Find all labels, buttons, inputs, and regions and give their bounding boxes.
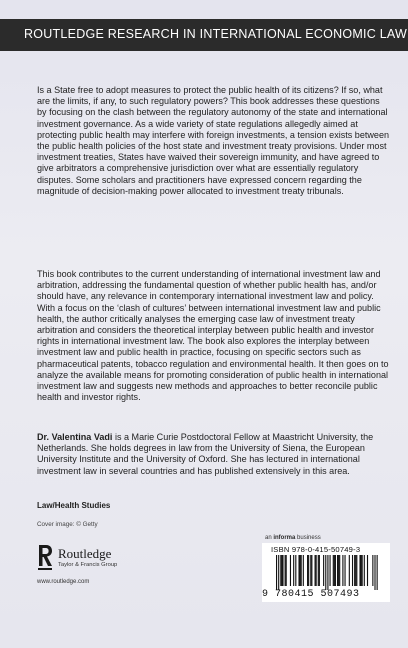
barcode-bar bbox=[300, 555, 301, 586]
barcode-bar bbox=[354, 555, 355, 586]
barcode-bar bbox=[298, 555, 299, 586]
barcode-bar bbox=[327, 555, 328, 590]
barcode-bar bbox=[301, 555, 302, 586]
publisher-url: www.routledge.com bbox=[37, 579, 90, 585]
barcode-bar bbox=[308, 555, 309, 586]
barcode-bar bbox=[280, 555, 281, 586]
barcode-bar bbox=[352, 555, 353, 586]
barcode-bar bbox=[295, 555, 296, 586]
routledge-r-icon bbox=[37, 544, 53, 571]
barcode-bar bbox=[374, 555, 375, 590]
barcode-bar bbox=[318, 555, 319, 586]
barcode-bar bbox=[323, 555, 324, 586]
barcode-bar bbox=[281, 555, 282, 586]
informa-brand: informa bbox=[273, 535, 296, 541]
barcode-bar bbox=[361, 555, 362, 586]
barcode-bar bbox=[372, 555, 373, 586]
subject-category: Law/Health Studies bbox=[37, 501, 111, 510]
barcode-bar bbox=[325, 555, 326, 590]
barcode-bar bbox=[362, 555, 363, 586]
isbn-label: ISBN 978-0-415-50749-3 bbox=[271, 545, 361, 554]
barcode-bar bbox=[337, 555, 338, 586]
barcode-bar bbox=[355, 555, 356, 586]
author-name: Dr. Valentina Vadi bbox=[37, 432, 113, 442]
barcode-bar bbox=[290, 555, 291, 586]
barcode-bar bbox=[316, 555, 317, 586]
informa-business-line: an informa business bbox=[265, 535, 321, 541]
barcode-bar bbox=[286, 555, 287, 586]
barcode-bar bbox=[338, 555, 339, 586]
barcode-bar bbox=[310, 555, 311, 586]
barcode-bar bbox=[319, 555, 320, 586]
publisher-name: Routledge bbox=[58, 546, 112, 561]
barcode-bar bbox=[377, 555, 378, 590]
barcode-bar bbox=[303, 555, 304, 586]
barcode-bar bbox=[330, 555, 331, 586]
barcode-bar bbox=[356, 555, 357, 586]
barcode-bar bbox=[285, 555, 286, 586]
barcode-bar bbox=[278, 555, 279, 590]
barcode-icon bbox=[264, 555, 388, 590]
barcode-bar bbox=[349, 555, 350, 586]
barcode-bar bbox=[364, 555, 365, 586]
barcode-bar bbox=[315, 555, 316, 586]
barcode-bar bbox=[335, 555, 336, 586]
barcode-bar bbox=[339, 555, 340, 586]
barcode-bar bbox=[367, 555, 368, 586]
barcode-bar bbox=[307, 555, 308, 586]
barcode-digits: 9 780415 507493 bbox=[262, 589, 360, 600]
barcode-bar bbox=[342, 555, 343, 586]
author-bio-text: is a Marie Curie Postdoctoral Fellow at Maastricht University, the Netherlands. She holds degrees in law from the University of Siena, the European University Institute and the University of Oxford. She has lectured in international investment law in several countries and has published extensively in this area. bbox=[37, 432, 374, 476]
barcode-bar bbox=[333, 555, 334, 586]
author-bio bbox=[37, 432, 389, 477]
barcode-bar bbox=[334, 555, 335, 586]
cover-credit: Cover image: © Getty bbox=[37, 521, 98, 528]
barcode-bar bbox=[276, 555, 277, 590]
barcode-bar bbox=[311, 555, 312, 586]
barcode-bar bbox=[344, 555, 345, 586]
publisher-group: Taylor & Francis Group bbox=[58, 562, 118, 568]
series-title: ROUTLEDGE RESEARCH IN INTERNATIONAL ECONOMIC LAW bbox=[24, 27, 408, 41]
blurb-paragraph-1: Is a State free to adopt measures to protect the public health of its citizens? If so, what are the limits, if any, to such regulatory powers? This book addresses these questions by focusing on the clash between the regulatory autonomy of the state and international investment governance. As a wide variety of state regulations allegedly aimed at protecting public health may interfere with foreign investments, a tension exists between the public health policies of the host state and investment treaty provisions. Under most investment treaties, States have waived their sovereign immunity, and have agreed to give arbitrators a comprehensive jurisdiction over what are essentially regulatory disputes. Some scholars and practitioners have expressed concern regarding the magnitude of decision-making power allocated to investment treaty tribunals. bbox=[37, 85, 390, 196]
barcode-bar bbox=[282, 555, 283, 586]
blurb-paragraph-2: This book contributes to the current understanding of international investment law and arbitration, addressing the fundamental question of whether public health has, and/or should have, any relevance in contemporary international investment law and policy. With a focus on the ‘clash of cultures’ between international investment law and public health, the author critically analyses the emerging case law of investment treaty arbitration and considers the theoretical interplay between public health and investor rights in international investment law. The book also explores the interplay between investment law and public health in practice, focusing on specific sectors such as pharmaceutical patents, tobacco regulation and environmental health. It then goes on to analyze the available means for promoting consideration of public health in international investment law and suggests new methods and approaches to better reconcile public health and investor rights. bbox=[37, 269, 389, 403]
barcode-bar bbox=[293, 555, 294, 586]
barcode-bar bbox=[359, 555, 360, 586]
